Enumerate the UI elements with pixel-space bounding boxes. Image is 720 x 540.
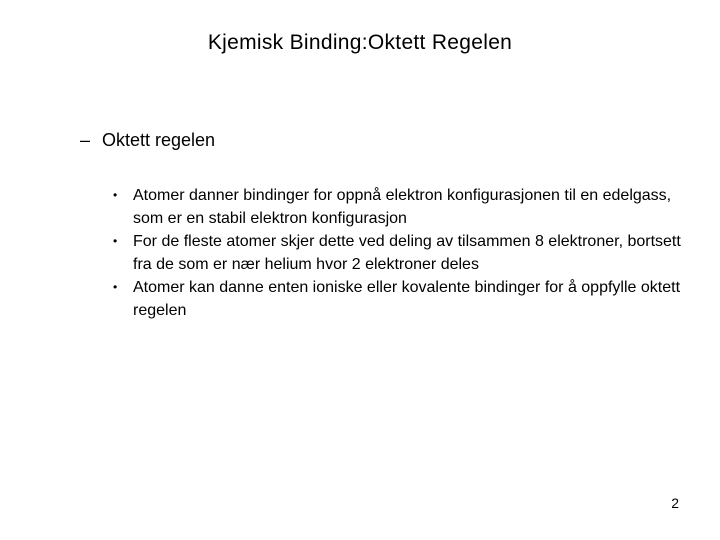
bullet-text: Atomer danner bindinger for oppnå elektron konfigurasjonen til en edelgass, som er en stabil elektron konfigurasjon — [133, 187, 672, 227]
bullet-marker: • — [113, 188, 118, 202]
bullet-item — [113, 230, 693, 276]
bullet-text: Atomer kan danne enten ioniske eller kovalente bindinger for å oppfylle oktett regelen — [133, 279, 681, 319]
bullet-list — [113, 184, 693, 322]
dash-marker: – — [80, 130, 91, 150]
level1-heading — [80, 130, 215, 151]
bullet-item — [113, 184, 693, 230]
bullet-marker: • — [113, 234, 118, 248]
bullet-item — [113, 276, 693, 322]
bullet-marker: • — [113, 280, 118, 294]
bullet-text: For de fleste atomer skjer dette ved deling av tilsammen 8 elektroner, bortsett fra de som er nær helium hvor 2 elektroner deles — [133, 233, 681, 273]
level1-heading-text: Oktett regelen — [102, 130, 216, 150]
slide-title: Kjemisk Binding:Oktett Regelen — [207, 31, 513, 54]
page-number: 2 — [671, 495, 679, 511]
